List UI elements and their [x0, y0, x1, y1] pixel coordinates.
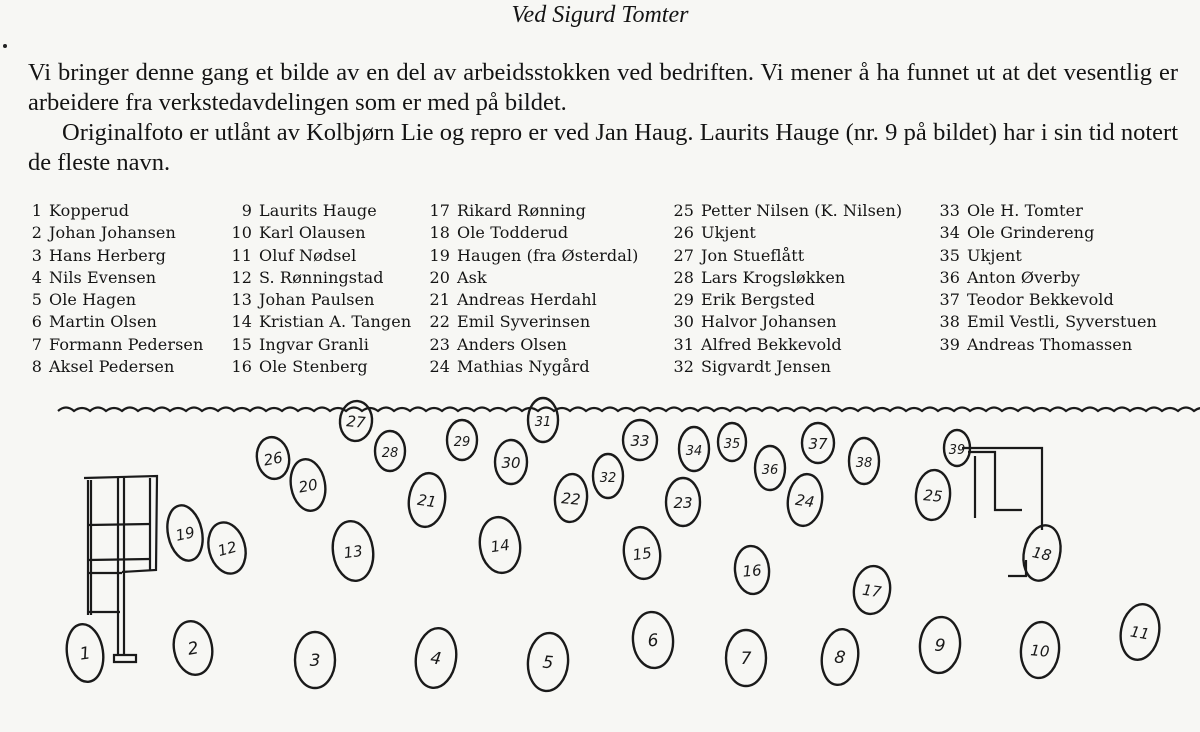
person-oval-37: [802, 423, 834, 463]
person-oval-15: [621, 525, 664, 582]
legend-entry-name: S. Rønningstad: [259, 267, 384, 287]
oval-number: 14: [489, 535, 511, 557]
oval-number: 24: [794, 490, 816, 512]
legend-entry: [428, 267, 638, 289]
oval-number: 20: [297, 475, 320, 497]
person-oval-36: [755, 446, 785, 490]
legend-entry-number: 11: [231, 245, 252, 265]
legend-entry-name: Rikard Rønning: [457, 201, 587, 220]
person-oval-31: [528, 398, 558, 442]
legend-entry-number: 1: [31, 201, 42, 220]
legend-entry-name: Johan Paulsen: [259, 290, 375, 310]
legend-entry-number: 17: [429, 201, 450, 220]
person-oval-13: [329, 519, 377, 584]
oval-number: 2: [186, 638, 201, 660]
legend-entry: [672, 200, 902, 222]
oval-number: 18: [1030, 543, 1054, 565]
legend-entry: [230, 200, 411, 222]
article-heading: Ved Sigurd Tomter: [511, 2, 689, 28]
legend-entry: [20, 200, 203, 222]
legend-entry-name: Ole H. Tomter: [967, 201, 1083, 220]
legend-entry-name: Andreas Herdahl: [457, 290, 597, 310]
legend-entry: [672, 222, 902, 244]
person-oval-12: [203, 518, 251, 578]
legend-entry-number: 3: [31, 245, 42, 265]
legend-entry-name: Ole Hagen: [49, 290, 137, 310]
legend-entry-number: 2: [31, 223, 42, 243]
legend-column-3: [428, 200, 638, 378]
oval-number: 19: [173, 523, 197, 545]
legend-column-1: [20, 200, 203, 378]
legend-entry-number: 38: [939, 312, 960, 332]
oval-number: 1: [78, 643, 92, 665]
oval-number: 29: [453, 435, 471, 450]
person-oval-27: [338, 400, 373, 443]
legend-entry: [938, 311, 1157, 333]
person-oval-34: [679, 427, 709, 471]
legend-entry-name: Johan Johansen: [49, 223, 176, 243]
legend-column-2: [230, 200, 411, 378]
person-oval-33: [623, 420, 657, 460]
left-rack-drawing: [84, 476, 157, 662]
legend-entry: [938, 200, 1157, 222]
person-oval-22: [553, 473, 589, 524]
legend-entry-number: 5: [31, 290, 42, 310]
legend-entry-number: 33: [939, 201, 960, 220]
legend-entry: [20, 311, 203, 333]
legend-entry: [672, 311, 902, 333]
legend-entry-name: Martin Olsen: [49, 312, 157, 332]
legend-entry-number: 25: [673, 201, 694, 220]
person-oval-29: [447, 420, 477, 460]
legend-entry-number: 29: [673, 290, 694, 310]
person-oval-14: [476, 514, 523, 575]
legend-entry: [20, 334, 203, 356]
oval-number: 27: [345, 412, 367, 432]
legend-entry: [230, 222, 411, 244]
person-oval-19: [163, 502, 208, 564]
intro-paragraph-1: Vi bringer denne gang et bilde av en del av arbeidsstokken ved bedriften. Vi mener å ha funnet ut at det vesentlig er arbeidere fra verkstedavdelingen som er med på bildet.: [28, 59, 1178, 116]
legend-entry: [672, 245, 902, 267]
oval-number: 11: [1128, 622, 1151, 644]
oval-number: 9: [933, 635, 947, 657]
legend-entry: [20, 245, 203, 267]
person-oval-38: [849, 438, 879, 484]
legend-entry-number: 9: [241, 201, 252, 220]
oval-number: 15: [631, 543, 653, 565]
legend-entry-name: Emil Vestli, Syverstuen: [967, 312, 1157, 332]
legend-entry-name: Andreas Thomassen: [967, 334, 1133, 354]
oval-number: 37: [808, 435, 828, 453]
legend-entry-number: 31: [673, 334, 694, 354]
oval-number: 7: [740, 649, 752, 669]
legend-entry-number: 15: [231, 334, 252, 354]
oval-number: 6: [646, 630, 660, 652]
legend-entry: [938, 334, 1157, 356]
legend-entry: [938, 245, 1157, 267]
oval-number: 32: [599, 471, 617, 486]
legend-entry: [938, 222, 1157, 244]
oval-number: 33: [630, 432, 650, 450]
legend-entry-number: 27: [673, 245, 694, 265]
legend-entry-name: Anders Olsen: [457, 334, 567, 354]
person-oval-16: [733, 545, 771, 596]
legend-entry-number: 8: [31, 357, 42, 377]
oval-number: 23: [673, 494, 693, 512]
legend-entry: [20, 356, 203, 378]
oval-number: 26: [262, 448, 285, 470]
legend-entry-name: Halvor Johansen: [701, 312, 837, 332]
legend-entry: [428, 289, 638, 311]
oval-number: 10: [1029, 641, 1051, 661]
wavy-top-line: [58, 408, 1200, 414]
legend-entry-name: Kopperud: [49, 201, 130, 220]
person-oval-17: [851, 564, 893, 617]
legend-entry-name: Ukjent: [967, 245, 1022, 265]
person-oval-5: [526, 631, 571, 692]
legend-entry-name: Lars Krogsløkken: [701, 267, 846, 287]
person-oval-1: [63, 622, 107, 684]
intro-text: [28, 58, 1178, 178]
legend-entry-number: 30: [673, 312, 694, 332]
legend-entry-number: 4: [31, 267, 42, 287]
legend-entry-number: 22: [429, 312, 450, 332]
legend-entry-number: 36: [939, 267, 960, 287]
legend-entry-name: Emil Syverinsen: [457, 312, 591, 332]
legend-entry-number: 12: [231, 267, 252, 287]
person-oval-25: [914, 469, 952, 522]
legend-entry: [230, 356, 411, 378]
diagram-drawing: [0, 390, 1200, 732]
legend-entry-name: Formann Pedersen: [49, 334, 204, 354]
intro-paragraph-2: Originalfoto er utlånt av Kolbjørn Lie og repro er ved Jan Haug. Laurits Hauge (nr. 9 på bildet) har i sin tid notert de fleste navn.: [28, 119, 1178, 176]
person-oval-7: [726, 630, 766, 686]
legend-entry-name: Hans Herberg: [49, 245, 166, 265]
person-oval-24: [785, 472, 826, 528]
legend-entry: [428, 245, 638, 267]
legend-entry-number: 6: [31, 312, 42, 332]
oval-number: 25: [922, 486, 944, 506]
legend-entry-name: Sigvardt Jensen: [701, 357, 831, 377]
legend-entry: [230, 289, 411, 311]
legend-entry: [428, 311, 638, 333]
right-frame-drawing: [962, 448, 1042, 576]
oval-number: 5: [541, 652, 555, 674]
legend-entry-number: 34: [939, 223, 960, 243]
person-oval-23: [666, 478, 700, 526]
position-diagram: [0, 390, 1200, 732]
legend-entry-name: Karl Olausen: [259, 223, 366, 243]
legend-entry-name: Kristian A. Tangen: [259, 312, 412, 332]
oval-number: 21: [416, 490, 438, 512]
legend-entry-number: 24: [429, 357, 450, 377]
person-oval-10: [1019, 620, 1062, 679]
person-oval-20: [287, 456, 330, 513]
legend-entry-name: Ole Todderud: [457, 223, 569, 243]
person-oval-26: [254, 435, 293, 482]
oval-number: 34: [685, 444, 703, 459]
legend-entry-name: Jon Stueflått: [701, 245, 805, 265]
legend-entry-name: Ukjent: [701, 223, 756, 243]
legend-entry: [230, 267, 411, 289]
legend-entry: [428, 356, 638, 378]
legend-entry-number: 19: [429, 245, 450, 265]
legend-entry: [230, 334, 411, 356]
legend-entry-number: 13: [231, 290, 252, 310]
legend-entry-name: Laurits Hauge: [259, 201, 377, 220]
oval-number: 35: [723, 437, 741, 452]
legend-entry: [20, 222, 203, 244]
legend-entry-number: 21: [429, 290, 450, 310]
legend-entry-number: 18: [429, 223, 450, 243]
oval-number: 39: [948, 443, 966, 458]
oval-number: 22: [560, 489, 582, 509]
legend-column-4: [672, 200, 902, 378]
legend-entry-number: 16: [231, 357, 252, 377]
oval-number: 17: [861, 580, 883, 602]
oval-number: 12: [215, 537, 239, 561]
legend-entry-number: 37: [939, 290, 960, 310]
person-oval-11: [1116, 601, 1163, 663]
legend-entry-number: 20: [429, 267, 450, 287]
legend-entry-name: Oluf Nødsel: [259, 245, 357, 265]
legend-entry-name: Nils Evensen: [49, 267, 157, 287]
legend-entry: [672, 289, 902, 311]
legend-entry: [428, 222, 638, 244]
legend-entry-number: 32: [673, 357, 694, 377]
legend-entry-name: Ask: [457, 267, 487, 287]
oval-number: 3: [309, 651, 321, 671]
legend-entry-name: Ole Grindereng: [967, 223, 1095, 243]
oval-number: 30: [501, 454, 521, 472]
person-oval-28: [375, 431, 405, 471]
legend-entry: [428, 334, 638, 356]
legend-entry-name: Mathias Nygård: [457, 357, 590, 377]
person-oval-4: [412, 626, 460, 691]
oval-number: 38: [855, 456, 873, 471]
legend-entry-number: 10: [231, 223, 252, 243]
legend-column-5: [938, 200, 1157, 356]
person-oval-6: [631, 610, 676, 669]
oval-number: 28: [381, 446, 399, 461]
legend-entry: [230, 245, 411, 267]
legend-entry-number: 35: [939, 245, 960, 265]
oval-number: 31: [534, 415, 552, 430]
name-legend: [20, 200, 1200, 380]
oval-number: 4: [429, 648, 443, 670]
legend-entry-number: 7: [31, 334, 42, 354]
person-oval-21: [405, 471, 448, 529]
person-oval-8: [818, 627, 861, 687]
numbered-ovals: [63, 398, 1163, 693]
person-oval-30: [495, 440, 527, 484]
legend-entry-name: Teodor Bekkevold: [967, 290, 1114, 310]
person-oval-35: [718, 423, 746, 461]
legend-entry-name: Haugen (fra Østerdal): [457, 245, 639, 265]
legend-entry: [672, 356, 902, 378]
legend-entry-name: Erik Bergsted: [701, 290, 815, 310]
legend-entry: [938, 267, 1157, 289]
legend-entry-number: 14: [231, 312, 252, 332]
stray-dot: [3, 44, 7, 48]
person-oval-9: [918, 615, 963, 674]
legend-entry-number: 23: [429, 334, 450, 354]
oval-number: 36: [761, 463, 779, 478]
legend-entry-number: 39: [939, 334, 960, 354]
legend-entry: [938, 289, 1157, 311]
oval-number: 16: [741, 561, 763, 581]
legend-entry-name: Ole Stenberg: [259, 357, 368, 377]
legend-entry-name: Alfred Bekkevold: [701, 334, 842, 354]
legend-entry-number: 28: [673, 267, 694, 287]
person-oval-3: [295, 632, 335, 688]
legend-entry: [672, 267, 902, 289]
legend-entry-name: Aksel Pedersen: [49, 357, 175, 377]
legend-entry-name: Ingvar Granli: [259, 334, 369, 354]
legend-entry-name: Petter Nilsen (K. Nilsen): [701, 201, 903, 220]
oval-number: 8: [833, 647, 847, 669]
legend-entry: [20, 289, 203, 311]
legend-entry-name: Anton Øverby: [967, 267, 1081, 287]
person-oval-2: [170, 618, 217, 678]
legend-entry: [428, 200, 638, 222]
person-oval-32: [593, 454, 623, 498]
oval-number: 13: [342, 541, 364, 563]
legend-entry: [20, 267, 203, 289]
legend-entry-number: 26: [673, 223, 694, 243]
legend-entry: [672, 334, 902, 356]
legend-entry: [230, 311, 411, 333]
